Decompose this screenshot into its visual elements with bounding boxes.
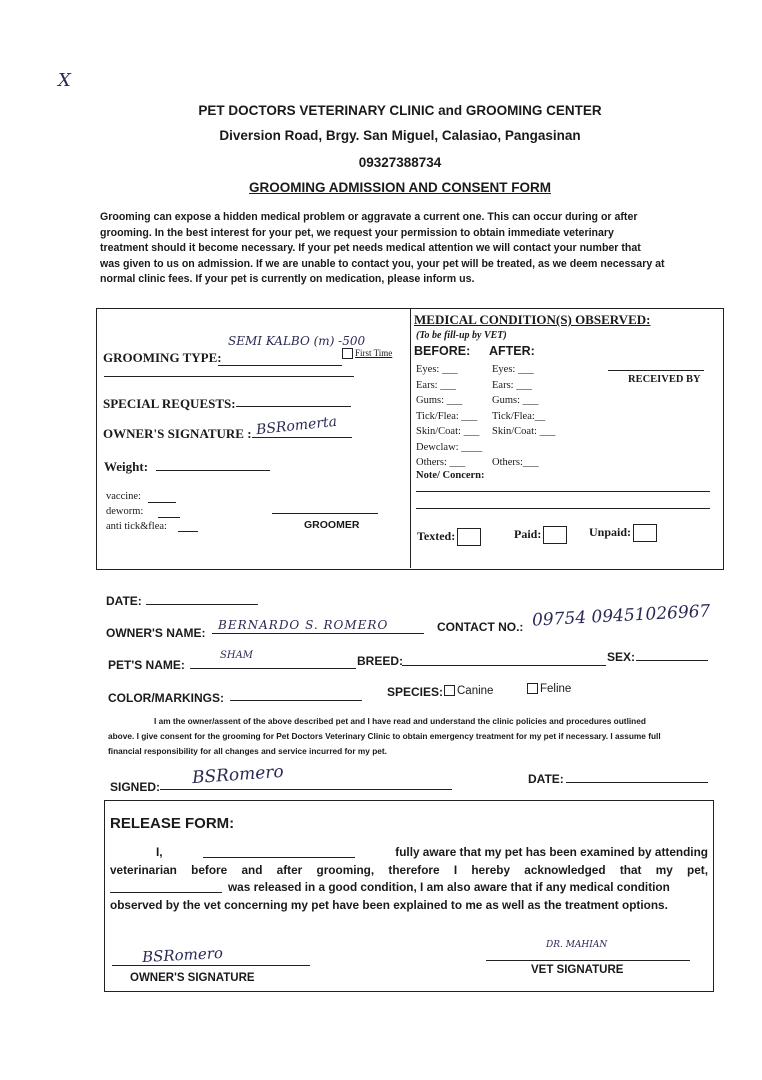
feline-label: Feline — [540, 683, 572, 695]
owner-signature-label: OWNER'S SIGNATURE : — [103, 426, 252, 441]
owner-signature-value: BSRomerta — [255, 413, 338, 439]
form-title: GROOMING ADMISSION AND CONSENT FORM — [249, 180, 551, 195]
species-label: SPECIES: — [387, 685, 444, 699]
before-item-ears[interactable]: Ears: ___ — [416, 379, 456, 391]
release-line-1 — [110, 844, 708, 862]
consent-line: financial responsibility for all changes and service incurred for my pet. — [108, 746, 387, 756]
item-label: Skin/Coat: — [416, 426, 461, 437]
intro-paragraph — [100, 210, 710, 288]
sex-line[interactable] — [636, 660, 708, 661]
unpaid-checkbox[interactable] — [633, 524, 657, 542]
groomer-line[interactable] — [272, 513, 378, 514]
signed-date-label: DATE: — [528, 772, 564, 786]
vet-signature-value: DR. MAHIAN — [546, 940, 608, 950]
intro-line: normal clinic fees. If your pet is currently on medication, please inform us. — [100, 273, 475, 285]
color-line[interactable] — [230, 700, 362, 701]
contact-value[interactable]: 09754 09451026967 — [531, 601, 711, 631]
item-label: Others: — [416, 457, 447, 468]
contact-label: CONTACT NO.: — [437, 620, 524, 634]
item-label: Ears: — [492, 379, 514, 391]
item-label: Eyes: — [492, 364, 516, 375]
release-line-4: observed by the vet concerning my pet have been explained to me as well as the treatment options. — [110, 897, 668, 912]
grooming-type-line-2 — [104, 376, 354, 377]
item-label: Tick/Flea: — [492, 410, 535, 422]
received-by-line[interactable] — [608, 370, 704, 371]
owner-name-label: OWNER'S NAME: — [106, 626, 206, 640]
canine-label: Canine — [457, 685, 494, 697]
before-item-skin[interactable]: Skin/Coat: ___ — [416, 426, 480, 437]
before-item-tick[interactable]: Tick/Flea: ___ — [416, 410, 478, 422]
owner-signature-line[interactable] — [252, 437, 352, 438]
after-item-skin[interactable]: Skin/Coat: ___ — [492, 426, 556, 437]
item-label: Dewclaw: — [416, 441, 459, 453]
clinic-name: PET DOCTORS VETERINARY CLINIC and GROOMING CENTER — [198, 103, 602, 118]
consent-line: above. I give consent for the grooming for Pet Doctors Veterinary Clinic to obtain emergency treatment for my pet if necessary. I assume full — [108, 731, 661, 741]
color-label: COLOR/MARKINGS: — [108, 691, 224, 705]
release-owner-signature-label: OWNER'S SIGNATURE — [130, 972, 255, 984]
pet-name-value[interactable]: SHAM — [220, 650, 254, 661]
groomer-label: GROOMER — [304, 519, 360, 531]
release-i: I, — [156, 845, 163, 859]
before-item-others[interactable]: Others: ___ — [416, 457, 466, 468]
after-item-spacer — [492, 440, 555, 456]
before-label: BEFORE: — [414, 344, 471, 358]
consent-line: I am the owner/assent of the above described pet and I have read and understand the clinic policies and procedures outlined — [154, 716, 646, 726]
weight-line[interactable] — [156, 470, 270, 471]
intro-line: Grooming can expose a hidden medical problem or aggravate a current one. This can occur during or after — [100, 211, 638, 223]
before-list — [416, 362, 482, 471]
item-label: Tick/Flea: — [416, 410, 459, 422]
breed-line[interactable] — [402, 665, 606, 666]
item-label: Eyes: — [416, 364, 440, 375]
after-list — [492, 362, 555, 471]
signed-line[interactable] — [160, 789, 452, 790]
intro-line: was given to us on admission. If we are unable to contact you, your pet will be treated, as we deem necessary at — [100, 257, 665, 270]
received-by-label: RECEIVED BY — [628, 374, 701, 385]
release-paragraph — [110, 844, 708, 914]
paid-option[interactable] — [514, 526, 567, 544]
canine-checkbox[interactable] — [444, 685, 455, 696]
weight-label: Weight: — [104, 459, 149, 474]
release-fully: fully aware that my pet has been examined by attending — [395, 845, 708, 859]
signed-value: BSRomero — [191, 761, 285, 789]
grooming-type-label: GROOMING TYPE: — [103, 350, 222, 365]
item-label: Ears: — [416, 379, 438, 391]
after-item-gums[interactable]: Gums: ___ — [492, 395, 539, 406]
item-label: Others: — [492, 457, 523, 468]
first-time-label: First Time — [355, 348, 393, 358]
clinic-phone: 09327388734 — [358, 155, 442, 170]
paid-label: Paid: — [514, 526, 542, 541]
after-item-eyes[interactable]: Eyes: ___ — [492, 364, 534, 375]
after-item-tick[interactable]: Tick/Flea:__ — [492, 410, 546, 422]
grooming-type-value[interactable]: SEMI KALBO (m) -500 — [228, 334, 366, 348]
clinic-address: Diversion Road, Brgy. San Miguel, Calasiao, Pangasinan — [219, 128, 581, 143]
unpaid-label: Unpaid: — [589, 524, 632, 539]
feline-checkbox[interactable] — [527, 683, 538, 694]
date-line[interactable] — [146, 604, 258, 605]
item-label: Skin/Coat: — [492, 426, 537, 437]
corner-mark: X — [58, 70, 71, 91]
consent-paragraph — [108, 714, 718, 759]
release-owner-signature-value: BSRomero — [141, 943, 224, 967]
medical-title: MEDICAL CONDITION(S) OBSERVED: — [414, 312, 651, 327]
note-label: Note/ Concern: — [416, 470, 485, 481]
before-item-dewclaw[interactable]: Dewclaw: ____ — [416, 441, 483, 453]
vaccine-line[interactable] — [148, 502, 176, 503]
pet-name-label: PET'S NAME: — [108, 658, 185, 672]
anti-tick-label: anti tick&flea: — [106, 521, 167, 532]
vet-signature-label: VET SIGNATURE — [531, 964, 624, 976]
release-title: RELEASE FORM: — [110, 815, 235, 832]
unpaid-option[interactable] — [589, 524, 657, 542]
deworm-label: deworm: — [106, 506, 144, 517]
paid-checkbox[interactable] — [543, 526, 567, 544]
item-label: Gums: — [416, 395, 445, 406]
signed-date-line[interactable] — [566, 782, 708, 783]
owner-name-value[interactable]: BERNARDO S. ROMERO — [218, 618, 389, 632]
texted-option[interactable] — [417, 528, 481, 546]
texted-label: Texted: — [417, 528, 456, 543]
release-line-3 — [110, 879, 708, 897]
before-item-gums[interactable]: Gums: ___ — [416, 395, 463, 406]
breed-label: BREED: — [357, 654, 404, 668]
column-divider — [410, 308, 411, 568]
vet-signature-line[interactable] — [486, 960, 690, 961]
release-name-line[interactable] — [203, 844, 355, 858]
special-requests-label: SPECIAL REQUESTS: — [103, 396, 236, 411]
after-item-others[interactable]: Others:___ — [492, 457, 539, 468]
note-line-1[interactable] — [416, 491, 710, 492]
grooming-type-line — [218, 365, 342, 366]
intro-line: treatment should it become necessary. If your pet needs medical attention we will contact your number that — [100, 242, 641, 254]
owner-name-line — [212, 633, 424, 634]
intro-line: grooming. In the best interest for your pet, we request your permission to obtain immediate veterinary — [100, 226, 614, 239]
texted-checkbox[interactable] — [457, 528, 481, 546]
note-line-2[interactable] — [416, 508, 710, 509]
release-pet-line[interactable] — [110, 879, 222, 893]
item-label: Gums: — [492, 395, 521, 406]
deworm-line[interactable] — [158, 517, 180, 518]
before-item-eyes[interactable]: Eyes: ___ — [416, 364, 458, 375]
pet-name-line — [190, 668, 356, 669]
medical-subtitle: (To be fill-up by VET) — [416, 330, 507, 341]
release-line-2: veterinarian before and after grooming, therefore I hereby acknowledged that my pet, — [110, 862, 708, 877]
first-time-checkbox[interactable] — [342, 348, 353, 359]
release-owner-signature-line[interactable] — [112, 965, 310, 966]
special-requests-line[interactable] — [236, 406, 351, 407]
after-label: AFTER: — [489, 344, 535, 358]
release-text-3: was released in a good condition, I am also aware that if any medical condition — [228, 880, 670, 894]
canine-option[interactable] — [444, 685, 493, 697]
after-item-ears[interactable]: Ears: ___ — [492, 379, 532, 391]
first-time-option[interactable] — [342, 348, 392, 359]
anti-tick-line[interactable] — [178, 531, 198, 532]
signed-label: SIGNED: — [110, 780, 161, 794]
date-label: DATE: — [106, 594, 142, 608]
feline-option[interactable] — [527, 683, 571, 695]
vaccine-label: vaccine: — [106, 491, 141, 502]
sex-label: SEX: — [607, 650, 636, 664]
